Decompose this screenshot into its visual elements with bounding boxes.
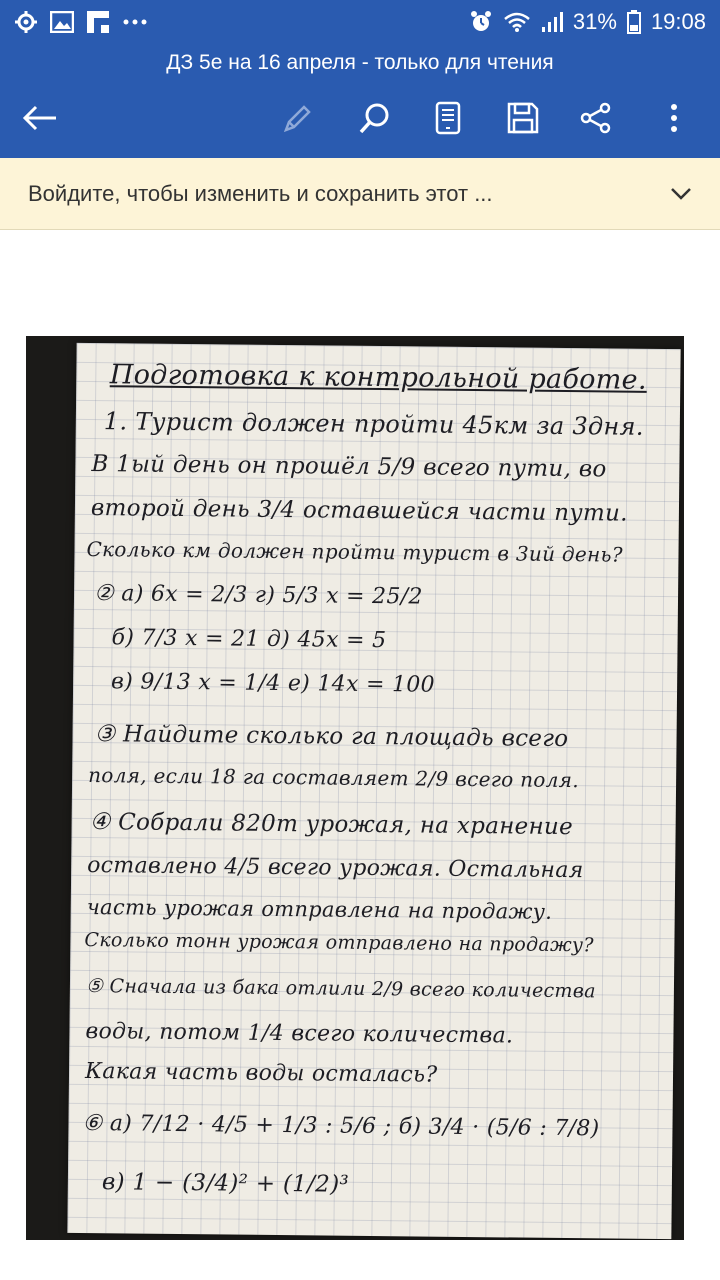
edit-button[interactable]: [270, 88, 326, 148]
sign-in-banner-text: Войдите, чтобы изменить и сохранить этот ...: [28, 180, 493, 206]
alarm-icon: [469, 10, 493, 34]
share-button[interactable]: [568, 88, 624, 148]
sign-in-banner[interactable]: [0, 158, 720, 230]
back-button[interactable]: [12, 88, 68, 148]
homework-photo: [26, 336, 684, 1240]
more-options-button[interactable]: [646, 88, 702, 148]
signal-icon: [541, 11, 563, 33]
handwritten-line: В 1ый день он прошёл 5/9 всего пути, во: [91, 451, 607, 483]
handwritten-line: Сколько тонн урожая отправлено на продажу?: [84, 928, 594, 957]
search-button[interactable]: [347, 88, 403, 148]
handwritten-line: ⑥ а) 7/12 · 4/5 + 1/3 : 5/6 ; б) 3/4 · (5/6 : 7/8): [82, 1110, 600, 1142]
handwritten-line: Какая часть воды осталась?: [84, 1058, 438, 1088]
status-right-icons: [469, 9, 706, 35]
save-icon: [507, 102, 539, 134]
handwritten-line: б) 7/3 x = 21 д) 45x = 5: [111, 625, 387, 654]
sheet-title: Подготовка к контрольной работе.: [109, 359, 647, 396]
handwritten-line: ⑤ Сначала из бака отлили 2/9 всего количества: [85, 974, 596, 1003]
handwritten-line: воды, потом 1/4 всего количества.: [85, 1018, 514, 1049]
gallery-icon: [50, 11, 74, 33]
settings-gear-icon: [14, 10, 38, 34]
handwritten-line: поля, если 18 га составляет 2/9 всего поля.: [88, 763, 580, 793]
search-icon: [358, 101, 392, 135]
wifi-icon: [503, 11, 531, 33]
save-button[interactable]: [495, 88, 551, 148]
handwritten-line: ② а) 6x = 2/3 г) 5/3 x = 25/2: [93, 581, 423, 610]
handwritten-line: в) 9/13 x = 1/4 е) 14x = 100: [110, 669, 436, 698]
pencil-icon: [282, 102, 314, 134]
document-title: ДЗ 5е на 16 апреля - только для чтения: [166, 51, 554, 74]
reading-view-icon: [435, 101, 461, 135]
status-left-icons: [14, 10, 148, 34]
flipboard-icon: [86, 10, 110, 34]
handwritten-line: в) 1 − (3/4)² + (1/2)³: [101, 1169, 350, 1198]
handwritten-line: оставлено 4/5 всего урожая. Остальная: [87, 853, 584, 884]
battery-percent: 31%: [572, 9, 617, 34]
handwritten-line: второй день 3/4 оставшейся части пути.: [90, 495, 628, 527]
more-dots-icon: [122, 18, 148, 26]
handwritten-sheet: [67, 343, 680, 1239]
status-bar: [0, 0, 720, 44]
handwritten-line: ④ Собрали 820т урожая, на хранение: [89, 809, 574, 841]
more-vert-icon: [669, 102, 679, 134]
battery-icon: [627, 10, 641, 34]
handwritten-line: Сколько км должен пройти турист в 3ий день?: [86, 536, 623, 567]
clock-time: 19:08: [650, 9, 706, 34]
chevron-down-icon[interactable]: [670, 187, 692, 201]
toolbar: [0, 88, 720, 148]
handwritten-line: ③ Найдите сколько га площадь всего: [94, 721, 569, 753]
handwritten-line: 1. Турист должен пройти 45км за 3дня.: [103, 407, 644, 441]
back-arrow-icon: [22, 104, 58, 132]
handwritten-line: часть урожая отправлена на продажу.: [86, 894, 553, 924]
app-header: [0, 44, 720, 158]
document-page[interactable]: [0, 230, 720, 1280]
share-icon: [580, 102, 612, 134]
reading-view-button[interactable]: [420, 88, 476, 148]
